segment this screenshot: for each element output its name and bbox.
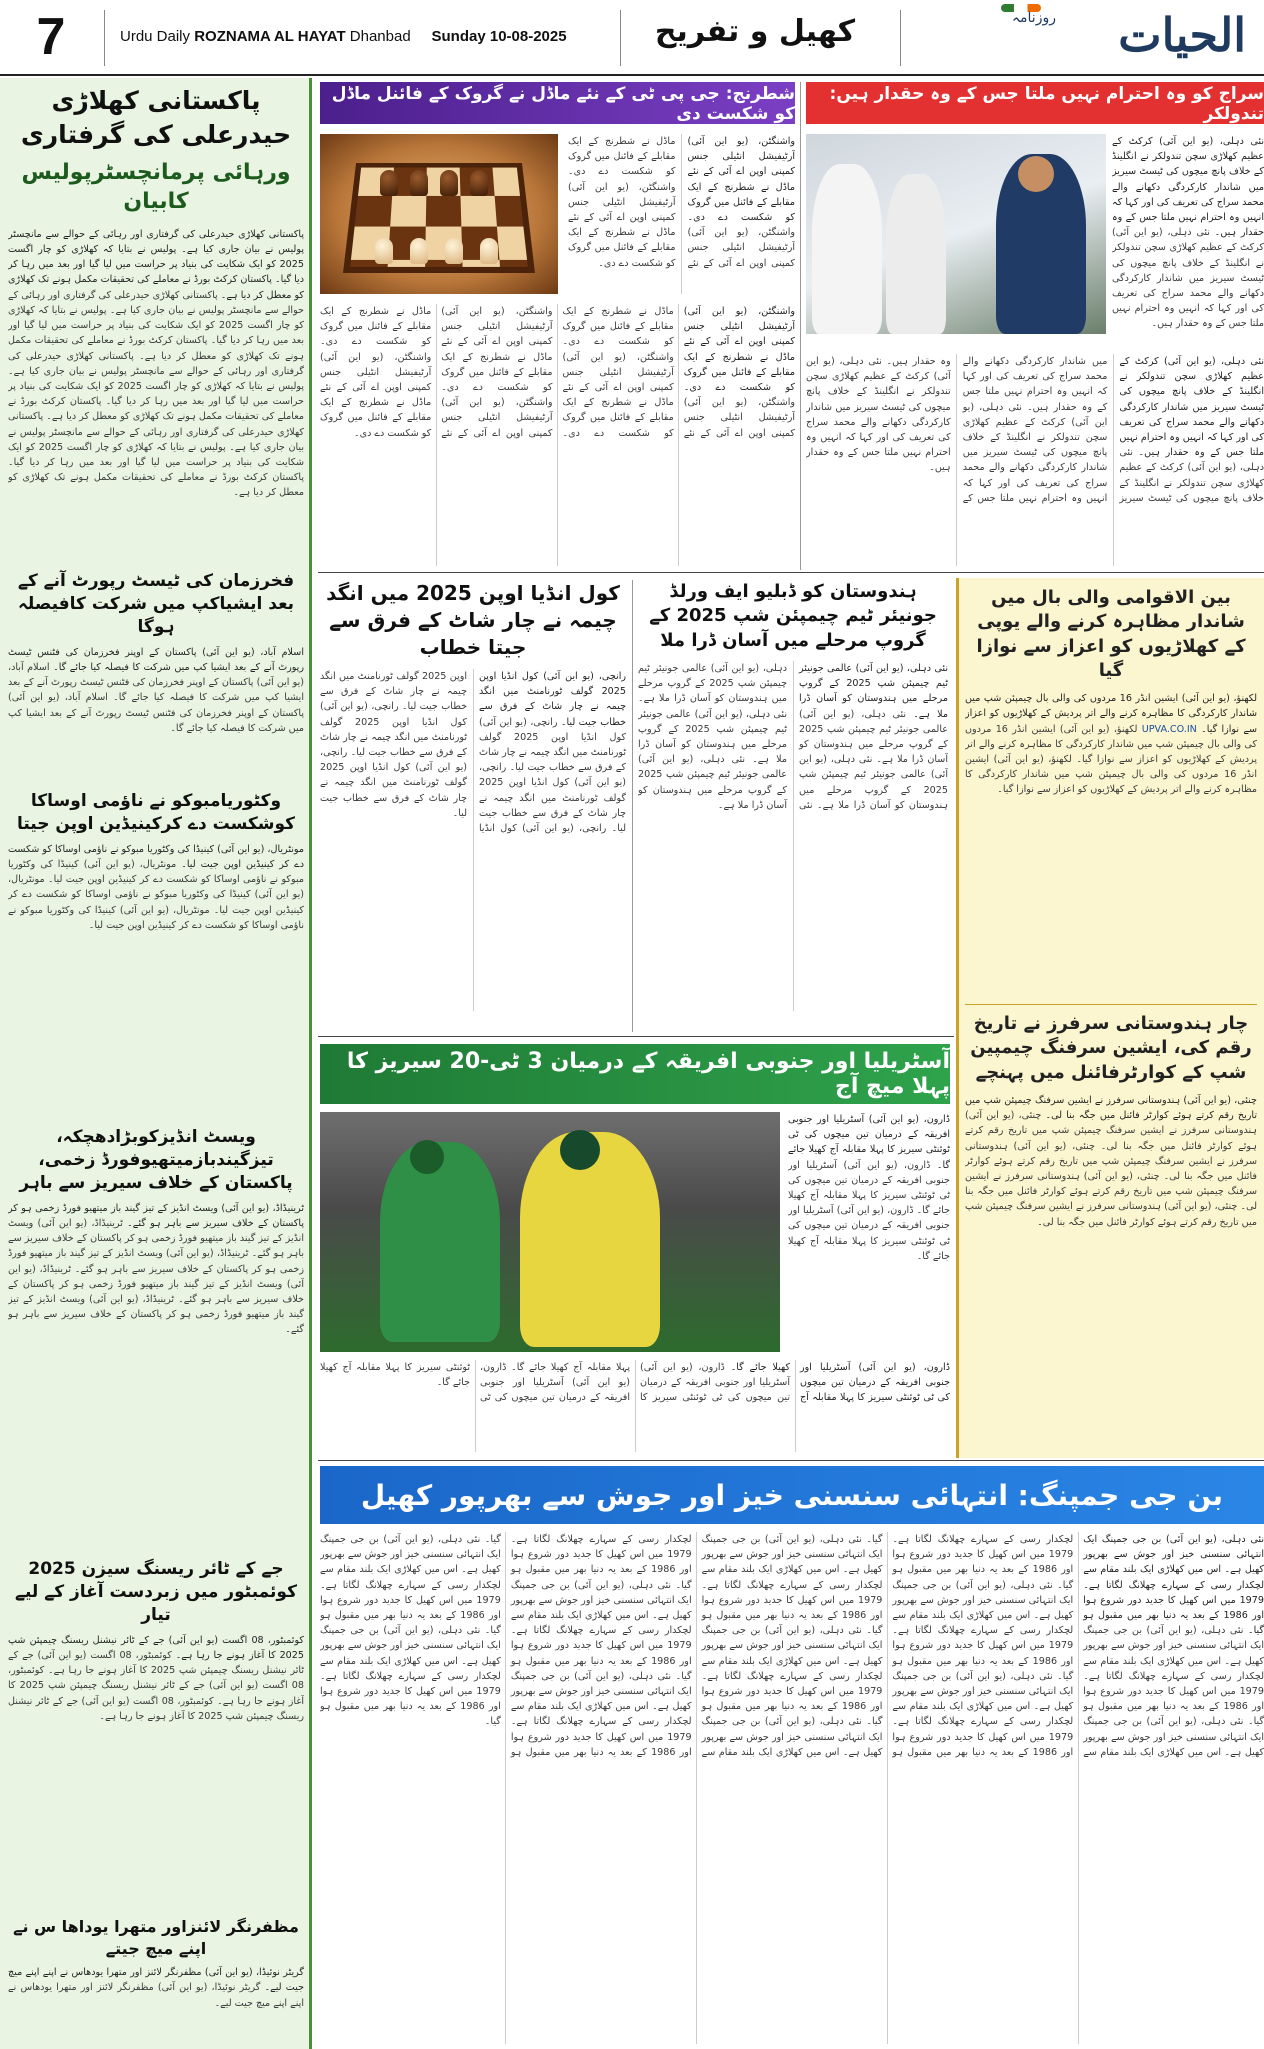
paper-name: ROZNAMA AL HAYAT xyxy=(194,28,346,45)
article-headline: مظفرنگر لائنزاور متھرا یوداھا س نے اپنے میچ جیتے xyxy=(13,1917,299,1958)
article-text: مونٹریال، (یو این آئی) کینیڈا کی وکٹوریا مبوکو نے ناؤمی اوساکا کو شکست دے کر کینیڈین اوپن جیت لیا۔ xyxy=(8,843,304,871)
article-text: ڈارون، (یو این آئی) آسٹریلیا اور جنوبی افریقہ کے درمیان تین میچوں کی ٹی ٹوئنٹی سیریز کا پہلا مقابلہ آج کھیلا جائے گا۔ xyxy=(788,1114,950,1171)
article-t20 xyxy=(320,1044,950,1454)
article-volleyball xyxy=(965,586,1257,931)
article-text-continued: نئی دہلی، (یو این آئی) بن جی جمپنگ ایک انتہائی سنسنی خیز اور جوش سے بھرپور کھیل ہے۔ اس میں کھلاڑی ایک بلند مقام سے لچکدار رسی کے سہارے چھلانگ لگاتا ہے۔ 1979 میں اس کھیل کا جدید دور شروع ہوا اور 1986 کے بعد یہ دنیا بھر میں مقبول ہو گیا۔ xyxy=(320,1625,501,1728)
article-text-continued: نئی دہلی، (یو این آئی) عالمی جونیئر ٹیم چیمپئن شپ 2025 کے گروپ مرحلے میں ہندوستان کو آسان ڈرا ملا ہے۔ xyxy=(799,708,948,766)
newspaper-logo xyxy=(986,6,1246,70)
article-text-continued: واشنگٹن، (یو این آئی) آرٹیفیشل انٹیلی جنس کمپنی اوپن اے آئی کے نئے ماڈل نے شطرنج کے ایک مقابلے کے فائنل میں گروک کو شکست دے دی۔ xyxy=(441,306,553,394)
article-text-continued: واشنگٹن، (یو این آئی) آرٹیفیشل انٹیلی جنس کمپنی اوپن اے آئی کے نئے ماڈل نے شطرنج کے ایک مقابلے کے فائنل میں گروک کو شکست دے دی۔ xyxy=(320,351,432,439)
article-text-continued: مونٹریال، (یو این آئی) کینیڈا کی وکٹوریا مبوکو نے ناؤمی اوساکا کو شکست دے کر کینیڈین اوپن جیت لیا۔ xyxy=(8,904,304,931)
article-surfing xyxy=(965,1012,1257,1423)
article-body xyxy=(8,1201,304,1521)
article-text-continued: نئی دہلی، (یو این آئی) بن جی جمپنگ ایک انتہائی سنسنی خیز اور جوش سے بھرپور کھیل ہے۔ اس میں کھلاڑی ایک بلند مقام سے لچکدار رسی کے سہارے چھلانگ لگاتا ہے۔ 1979 میں اس کھیل کا جدید دور شروع ہوا اور 1986 کے بعد یہ دنیا بھر میں مقبول ہو گیا۔ xyxy=(510,1534,883,1758)
article-text-continued: ٹرینیڈاڈ، (یو این آئی) ویسٹ انڈیز کے تیز گیند باز میتھیو فورڈ زخمی ہو کر پاکستان کے خلاف سیریز سے باہر ہو گئے۔ xyxy=(8,1248,304,1275)
article-text-continued: چنئی، (یو این آئی) ہندوستانی سرفرز نے ایشین سرفنگ چیمپئن شپ میں تاریخ رقم کرتے ہوئے کوارٹر فائنل میں جگہ بنا لی۔ xyxy=(965,1170,1257,1213)
article-text: واشنگٹن، (یو این آئی) آرٹیفیشل انٹیلی جنس کمپنی اوپن اے آئی کے نئے ماڈل نے شطرنج کے ایک مقابلے کے فائنل میں گروک کو شکست دے دی۔ xyxy=(683,306,795,394)
article-text-continued: گریٹر نوئیڈا، (یو این آئی) مظفرنگر لائنز اور متھرا یودھاس نے اپنے اپنے میچ جیت لیے۔ xyxy=(8,1982,304,2009)
article-headline: ویسٹ انڈیزکوبڑادھچکہ، تیزگیندبازمیتھیوفورڈ زخمی، پاکستان کے خلاف سیریز سے باہر xyxy=(19,1127,293,1193)
article-text-continued: پاکستانی کھلاڑی حیدرعلی کی گرفتاری اور رہائی کے حوالے سے مانچسٹر پولیس نے بیان جاری کیا ہے۔ پولیس نے بتایا کہ کھلاڑی کو چار اگست 2025 کو ایک شکایت کی بنیاد پر حراست میں لیا گیا اور بعد میں رہا کر دیا گیا۔ پاکستان کرکٹ بورڈ نے معاملے کی تحقیقات مکمل ہونے تک کھلاڑی کو معطل کر دیا ہے۔ xyxy=(8,411,304,499)
article-text-continued: نئی دہلی، (یو این آئی) بن جی جمپنگ ایک انتہائی سنسنی خیز اور جوش سے بھرپور کھیل ہے۔ اس میں کھلاڑی ایک بلند مقام سے لچکدار رسی کے سہارے چھلانگ لگاتا ہے۔ 1979 میں اس کھیل کا جدید دور شروع ہوا اور 1986 کے بعد یہ دنیا بھر میں مقبول ہو گیا۔ xyxy=(320,1534,501,1637)
article-text-continued: ڈارون، (یو این آئی) آسٹریلیا اور جنوبی افریقہ کے درمیان تین میچوں کی ٹی ٹوئنٹی سیریز کا پہلا مقابلہ آج کھیلا جائے گا۔ xyxy=(788,1205,950,1262)
row-divider xyxy=(318,572,1264,573)
article-text-continued: نئی دہلی، (یو این آئی) عالمی جونیئر ٹیم چیمپئن شپ 2025 کے گروپ مرحلے میں ہندوستان کو آسان ڈرا ملا ہے۔ xyxy=(638,708,787,766)
column-divider xyxy=(800,82,801,570)
article-text-continued: ڈارون، (یو این آئی) آسٹریلیا اور جنوبی افریقہ کے درمیان تین میچوں کی ٹی ٹوئنٹی سیریز کا پہلا مقابلہ آج کھیلا جائے گا۔ xyxy=(788,1159,950,1217)
article-body xyxy=(8,645,304,767)
chess-piece-icon xyxy=(480,238,498,264)
chess-board-image xyxy=(320,134,558,294)
article-text-continued: اسلام آباد، (یو این آئی) پاکستان کے اوپنر فخرزمان کی فٹنس ٹیسٹ رپورٹ آنے کے بعد ایشیا کپ میں شرکت کا فیصلہ کیا جائے گا۔ xyxy=(8,692,304,734)
article-text-continued: واشنگٹن، (یو این آئی) آرٹیفیشل انٹیلی جنس کمپنی اوپن اے آئی کے نئے ماڈل نے شطرنج کے ایک مقابلے کے فائنل میں گروک کو شکست دے دی۔ xyxy=(320,306,553,439)
masthead xyxy=(0,0,1264,76)
article-banner-headline: سراج کو وہ احترام نہیں ملتا جس کے وہ حقدار ہیں: تندولکر xyxy=(806,82,1264,124)
article-osaka xyxy=(8,790,304,1057)
logo-main-text: الحیات xyxy=(1118,8,1246,62)
article-headline: کول انڈیا اوپن 2025 میں انگد چیمہ نے چار شاٹ کے فرق سے جیتا خطاب xyxy=(326,581,620,659)
article-text-continued: نئی دہلی، (یو این آئی) بن جی جمپنگ ایک انتہائی سنسنی خیز اور جوش سے بھرپور کھیل ہے۔ اس میں کھلاڑی ایک بلند مقام سے لچکدار رسی کے سہارے چھلانگ لگاتا ہے۔ 1979 میں اس کھیل کا جدید دور شروع ہوا اور 1986 کے بعد یہ دنیا بھر میں مقبول ہو گیا۔ xyxy=(892,1579,1074,1682)
article-body xyxy=(965,691,1257,931)
article-text: نئی دہلی، (یو این آئی) کرکٹ کے عظیم کھلاڑی سچن تندولکر نے انگلینڈ کے خلاف پانچ میچوں کی ٹیسٹ سیریز میں شاندار کارکردگی دکھانے والے محمد سراج کی تعریف کی اور کہا کہ انہیں وہ احترام نہیں ملتا جس کے وہ حقدار ہیں۔ xyxy=(1112,136,1264,239)
article-text-continued: رانچی، (یو این آئی) کول انڈیا اوپن 2025 گولف ٹورنامنٹ میں انگد چیمہ نے چار شاٹ کے فرق سے خطاب جیت لیا۔ xyxy=(320,671,607,835)
article-body xyxy=(568,134,795,294)
article-body xyxy=(8,1633,304,1868)
masthead-divider xyxy=(104,10,105,66)
chess-piece-icon xyxy=(380,170,398,196)
player-figure-icon xyxy=(886,174,946,334)
article-west-indies xyxy=(8,1126,304,1521)
article-body xyxy=(638,661,948,1011)
article-text-continued: مونٹریال، (یو این آئی) کینیڈا کی وکٹوریا مبوکو نے ناؤمی اوساکا کو شکست دے کر کینیڈین اوپن جیت لیا۔ xyxy=(8,859,304,886)
article-text-continued: واشنگٹن، (یو این آئی) آرٹیفیشل انٹیلی جنس کمپنی اوپن اے آئی کے نئے ماڈل نے شطرنج کے ایک مقابلے کے فائنل میں گروک کو شکست دے دی۔ xyxy=(568,136,795,269)
article-text-continued: رانچی، (یو این آئی) کول انڈیا اوپن 2025 گولف ٹورنامنٹ میں انگد چیمہ نے چار شاٹ کے فرق سے خطاب جیت لیا۔ xyxy=(320,701,467,759)
article-body-continued xyxy=(320,304,795,566)
article-golf xyxy=(320,580,626,1032)
article-chess xyxy=(320,82,795,570)
article-text-continued: نئی دہلی، (یو این آئی) عالمی جونیئر ٹیم چیمپئن شپ 2025 کے گروپ مرحلے میں ہندوستان کو آسان ڈرا ملا ہے۔ xyxy=(638,662,813,811)
article-muzaffarnagar xyxy=(8,1916,304,2045)
article-text-continued: رانچی، (یو این آئی) کول انڈیا اوپن 2025 گولف ٹورنامنٹ میں انگد چیمہ نے چار شاٹ کے فرق سے خطاب جیت لیا۔ xyxy=(320,747,467,819)
article-arrest xyxy=(8,84,304,557)
article-body-continued xyxy=(806,354,1264,566)
chess-piece-icon xyxy=(440,170,458,196)
section-divider xyxy=(965,1004,1257,1005)
article-body xyxy=(788,1112,950,1352)
article-text-continued: نئی دہلی، (یو این آئی) بن جی جمپنگ ایک انتہائی سنسنی خیز اور جوش سے بھرپور کھیل ہے۔ اس میں کھلاڑی ایک بلند مقام سے لچکدار رسی کے سہارے چھلانگ لگاتا ہے۔ 1979 میں اس کھیل کا جدید دور شروع ہوا اور 1986 کے بعد یہ دنیا بھر میں مقبول ہو گیا۔ xyxy=(484,1534,692,1758)
paper-city: Dhanbad xyxy=(349,28,411,45)
article-text-continued: ٹرینیڈاڈ، (یو این آئی) ویسٹ انڈیز کے تیز گیند باز میتھیو فورڈ زخمی ہو کر پاکستان کے خلاف سیریز سے باہر ہو گئے۔ xyxy=(8,1218,304,1260)
article-banner-headline: بن جی جمپنگ: انتہائی سنسنی خیز اور جوش سے بھرپور کھیل xyxy=(320,1466,1264,1524)
article-text: نئی دہلی، (یو این آئی) عالمی جونیئر ٹیم چیمپئن شپ 2025 کے گروپ مرحلے میں ہندوستان کو آسان ڈرا ملا ہے۔ xyxy=(799,662,948,720)
masthead-info xyxy=(120,28,567,45)
article-text: کوئمبٹور، 08 اگست (یو این آئی) جے کے ٹائر نیشنل ریسنگ چیمپئن شپ 2025 کا آغاز ہونے جا رہا ہے۔ xyxy=(8,1634,304,1662)
article-text-continued: کوئمبٹور، 08 اگست (یو این آئی) جے کے ٹائر نیشنل ریسنگ چیمپئن شپ 2025 کا آغاز ہونے جا رہا ہے۔ xyxy=(8,1695,304,1722)
article-body xyxy=(965,1093,1257,1423)
article-text-continued: مونٹریال، (یو این آئی) کینیڈا کی وکٹوریا مبوکو نے ناؤمی اوساکا کو شکست دے کر کینیڈین اوپن جیت لیا۔ xyxy=(8,874,304,916)
article-text-continued: اسلام آباد، (یو این آئی) پاکستان کے اوپنر فخرزمان کی فٹنس ٹیسٹ رپورٹ آنے کے بعد ایشیا کپ میں شرکت کا فیصلہ کیا جائے گا۔ xyxy=(8,662,304,704)
helmet-icon xyxy=(410,1140,444,1174)
article-text-continued: نئی دہلی، (یو این آئی) کرکٹ کے عظیم کھلاڑی سچن تندولکر نے انگلینڈ کے خلاف پانچ میچوں کی ٹیسٹ سیریز میں شاندار کارکردگی دکھانے والے محمد سراج کی تعریف کی اور کہا کہ انہیں وہ احترام نہیں ملتا جس کے وہ حقدار ہیں۔ xyxy=(962,356,1264,504)
article-bungee xyxy=(320,1466,1264,2049)
issue-date: Sunday 10-08-2025 xyxy=(431,28,567,45)
article-text-continued: واشنگٹن، (یو این آئی) آرٹیفیشل انٹیلی جنس کمپنی اوپن اے آئی کے نئے ماڈل نے شطرنج کے ایک مقابلے کے فائنل میں گروک کو شکست دے دی۔ xyxy=(562,306,795,439)
article-text-continued: نئی دہلی، (یو این آئی) بن جی جمپنگ ایک انتہائی سنسنی خیز اور جوش سے بھرپور کھیل ہے۔ اس میں کھلاڑی ایک بلند مقام سے لچکدار رسی کے سہارے چھلانگ لگاتا ہے۔ 1979 میں اس کھیل کا جدید دور شروع ہوا اور 1986 کے بعد یہ دنیا بھر میں مقبول ہو گیا۔ xyxy=(510,1579,692,1682)
article-text-continued: نئی دہلی، (یو این آئی) عالمی جونیئر ٹیم چیمپئن شپ 2025 کے گروپ مرحلے میں ہندوستان کو آسان ڈرا ملا ہے۔ xyxy=(638,754,787,811)
player-figure-icon xyxy=(380,1142,500,1342)
article-text-continued: پاکستانی کھلاڑی حیدرعلی کی گرفتاری اور رہائی کے حوالے سے مانچسٹر پولیس نے بیان جاری کیا ہے۔ پولیس نے بتایا کہ کھلاڑی کو چار اگست 2025 کو ایک شکایت کی بنیاد پر حراست میں لیا گیا اور بعد میں رہا کر دیا گیا۔ پاکستان کرکٹ بورڈ نے معاملے کی تحقیقات مکمل ہونے تک کھلاڑی کو معطل کر دیا ہے۔ xyxy=(8,350,304,423)
article-banner-headline: شطرنج: جی پی ٹی کے نئے ماڈل نے گروک کے فائنل ماڈل کو شکست دی xyxy=(320,82,795,124)
article-text: ڈارون، (یو این آئی) آسٹریلیا اور جنوبی افریقہ کے درمیان تین میچوں کی ٹی ٹوئنٹی سیریز کا پہلا مقابلہ آج کھیلا جائے گا۔ xyxy=(730,1362,950,1404)
article-text: گریٹر نوئیڈا، (یو این آئی) مظفرنگر لائنز اور متھرا یودھاس نے اپنے اپنے میچ جیت لیے۔ xyxy=(8,1967,304,1994)
article-body xyxy=(8,842,304,1057)
chess-board-icon xyxy=(343,163,535,273)
masthead-divider xyxy=(900,10,901,66)
article-text-continued: نئی دہلی، (یو این آئی) عالمی جونیئر ٹیم چیمپئن شپ 2025 کے گروپ مرحلے میں ہندوستان کو آسان ڈرا ملا ہے۔ xyxy=(799,754,948,811)
article-text: چنئی، (یو این آئی) ہندوستانی سرفرز نے ایشین سرفنگ چیمپئن شپ میں تاریخ رقم کرتے ہوئے کوارٹر فائنل میں جگہ بنا لی۔ xyxy=(965,1094,1257,1122)
row-divider xyxy=(318,1460,1264,1461)
article-text-continued: ٹرینیڈاڈ، (یو این آئی) ویسٹ انڈیز کے تیز گیند باز میتھیو فورڈ زخمی ہو کر پاکستان کے خلاف سیریز سے باہر ہو گئے۔ xyxy=(8,1263,304,1306)
website-link[interactable]: UPVA.CO.IN xyxy=(1141,723,1197,735)
article-body xyxy=(8,227,304,557)
siraj-tendulkar-photo xyxy=(806,134,1106,334)
article-body-continued xyxy=(320,1360,950,1452)
article-text-continued: لکھنؤ، (یو این آئی) ایشین انڈر 16 مردوں کی والی بال چیمپئن شپ میں شاندار کارکردگی کا مظاہرہ کرنے والے اتر پردیش کے کھلاڑیوں کو اعزاز سے نوازا گیا۔ xyxy=(965,723,1257,765)
face-icon xyxy=(1018,156,1054,192)
article-banner-headline: آسٹریلیا اور جنوبی افریقہ کے درمیان 3 ٹی-20 سیریز کا پہلا میچ آج xyxy=(320,1044,950,1104)
page-number: 7 xyxy=(36,8,66,66)
article-asia-cup xyxy=(8,570,304,767)
article-text: ٹرینیڈاڈ، (یو این آئی) ویسٹ انڈیز کے تیز گیند باز میتھیو فورڈ زخمی ہو کر پاکستان کے خلاف سیریز سے باہر ہو گئے۔ xyxy=(8,1202,304,1230)
article-subheadline: ورہائی پرمانچسٹرپولیس کابیان xyxy=(21,159,291,215)
article-text-continued: نئی دہلی، (یو این آئی) کرکٹ کے عظیم کھلاڑی سچن تندولکر نے انگلینڈ کے خلاف پانچ میچوں کی ٹیسٹ سیریز میں شاندار کارکردگی دکھانے والے محمد سراج کی تعریف کی اور کہا کہ انہیں وہ احترام نہیں ملتا جس کے وہ حقدار ہیں۔ xyxy=(1112,227,1264,330)
article-wwf xyxy=(638,580,948,1032)
article-text-continued: نئی دہلی، (یو این آئی) بن جی جمپنگ ایک انتہائی سنسنی خیز اور جوش سے بھرپور کھیل ہے۔ اس میں کھلاڑی ایک بلند مقام سے لچکدار رسی کے سہارے چھلانگ لگاتا ہے۔ 1979 میں اس کھیل کا جدید دور شروع ہوا اور 1986 کے بعد یہ دنیا بھر میں مقبول ہو گیا۔ xyxy=(892,1534,1264,1758)
article-text: نئی دہلی، (یو این آئی) کرکٹ کے عظیم کھلاڑی سچن تندولکر نے انگلینڈ کے خلاف پانچ میچوں کی ٹیسٹ سیریز میں شاندار کارکردگی دکھانے والے محمد سراج کی تعریف کی اور کہا کہ انہیں وہ احترام نہیں ملتا جس کے وہ حقدار ہیں۔ xyxy=(1119,356,1264,459)
masthead-divider xyxy=(620,10,621,66)
row-divider xyxy=(318,1036,954,1037)
article-jk-tyre xyxy=(8,1558,304,1868)
article-text-continued: نئی دہلی، (یو این آئی) بن جی جمپنگ ایک انتہائی سنسنی خیز اور جوش سے بھرپور کھیل ہے۔ اس میں کھلاڑی ایک بلند مقام سے لچکدار رسی کے سہارے چھلانگ لگاتا ہے۔ 1979 میں اس کھیل کا جدید دور شروع ہوا اور 1986 کے بعد یہ دنیا بھر میں مقبول ہو گیا۔ xyxy=(1083,1625,1264,1728)
article-text-continued: رانچی، (یو این آئی) کول انڈیا اوپن 2025 گولف ٹورنامنٹ میں انگد چیمہ نے چار شاٹ کے فرق سے خطاب جیت لیا۔ xyxy=(479,716,626,774)
article-text-continued: واشنگٹن، (یو این آئی) آرٹیفیشل انٹیلی جنس کمپنی اوپن اے آئی کے نئے ماڈل نے شطرنج کے ایک مقابلے کے فائنل میں گروک کو شکست دے دی۔ xyxy=(568,181,676,269)
cricket-match-photo xyxy=(320,1112,780,1352)
article-text-continued: نئی دہلی، (یو این آئی) بن جی جمپنگ ایک انتہائی سنسنی خیز اور جوش سے بھرپور کھیل ہے۔ اس میں کھلاڑی ایک بلند مقام سے لچکدار رسی کے سہارے چھلانگ لگاتا ہے۔ 1979 میں اس کھیل کا جدید دور شروع ہوا اور 1986 کے بعد یہ دنیا بھر میں مقبول ہو گیا۔ xyxy=(701,1625,883,1728)
article-text-continued: رانچی، (یو این آئی) کول انڈیا اوپن 2025 گولف ٹورنامنٹ میں انگد چیمہ نے چار شاٹ کے فرق سے خطاب جیت لیا۔ xyxy=(479,762,626,835)
chess-piece-icon xyxy=(410,170,428,196)
article-text: نئی دہلی، (یو این آئی) بن جی جمپنگ ایک انتہائی سنسنی خیز اور جوش سے بھرپور کھیل ہے۔ اس میں کھلاڑی ایک بلند مقام سے لچکدار رسی کے سہارے چھلانگ لگاتا ہے۔ 1979 میں اس کھیل کا جدید دور شروع ہوا اور 1986 کے بعد یہ دنیا بھر میں مقبول ہو گیا۔ xyxy=(1083,1534,1264,1637)
article-text-continued: نئی دہلی، (یو این آئی) بن جی جمپنگ ایک انتہائی سنسنی خیز اور جوش سے بھرپور کھیل ہے۔ اس میں کھلاڑی ایک بلند مقام سے لچکدار رسی کے سہارے چھلانگ لگاتا ہے۔ 1979 میں اس کھیل کا جدید دور شروع ہوا اور 1986 کے بعد یہ دنیا بھر میں مقبول ہو گیا۔ xyxy=(866,1534,1074,1758)
article-text-continued: نئی دہلی، (یو این آئی) کرکٹ کے عظیم کھلاڑی سچن تندولکر نے انگلینڈ کے خلاف پانچ میچوں کی ٹیسٹ سیریز میں شاندار کارکردگی دکھانے والے محمد سراج کی تعریف کی اور کہا کہ انہیں وہ احترام نہیں ملتا جس کے وہ حقدار ہیں۔ xyxy=(806,356,951,474)
article-text-continued: نئی دہلی، (یو این آئی) کرکٹ کے عظیم کھلاڑی سچن تندولکر نے انگلینڈ کے خلاف پانچ میچوں کی ٹیسٹ سیریز میں شاندار کارکردگی دکھانے والے محمد سراج کی تعریف کی اور کہا کہ انہیں وہ احترام نہیں ملتا جس کے وہ حقدار ہیں۔ xyxy=(886,356,1108,504)
article-text-continued: پاکستانی کھلاڑی حیدرعلی کی گرفتاری اور رہائی کے حوالے سے مانچسٹر پولیس نے بیان جاری کیا ہے۔ پولیس نے بتایا کہ کھلاڑی کو چار اگست 2025 کو ایک شکایت کی بنیاد پر حراست میں لیا گیا اور بعد میں رہا کر دیا گیا۔ پاکستان کرکٹ بورڈ نے معاملے کی تحقیقات مکمل ہونے تک کھلاڑی کو معطل کر دیا ہے۔ xyxy=(8,289,304,362)
article-text-continued: ڈارون، (یو این آئی) آسٹریلیا اور جنوبی افریقہ کے درمیان تین میچوں کی ٹی ٹوئنٹی سیریز کا پہلا مقابلہ آج کھیلا جائے گا۔ xyxy=(511,1362,790,1404)
left-sidebar-column xyxy=(0,78,312,2049)
article-text-continued: چنئی، (یو این آئی) ہندوستانی سرفرز نے ایشین سرفنگ چیمپئن شپ میں تاریخ رقم کرتے ہوئے کوارٹر فائنل میں جگہ بنا لی۔ xyxy=(965,1140,1257,1182)
paper-prefix: Urdu Daily xyxy=(120,28,191,45)
article-siraj xyxy=(806,82,1264,570)
article-text: پاکستانی کھلاڑی حیدرعلی کی گرفتاری اور رہائی کے حوالے سے مانچسٹر پولیس نے بیان جاری کیا ہے۔ پولیس نے بتایا کہ کھلاڑی کو چار اگست 2025 کو ایک شکایت کی بنیاد پر حراست میں لیا گیا اور بعد میں رہا کر دیا گیا۔ پاکستان کرکٹ بورڈ نے معاملے کی تحقیقات مکمل ہونے تک کھلاڑی کو معطل کر دیا ہے۔ xyxy=(8,228,304,301)
column-divider xyxy=(632,580,633,1032)
article-text-continued: ٹرینیڈاڈ، (یو این آئی) ویسٹ انڈیز کے تیز گیند باز میتھیو فورڈ زخمی ہو کر پاکستان کے خلاف سیریز سے باہر ہو گئے۔ xyxy=(8,1294,304,1336)
article-headline: چار ہندوستانی سرفرز نے تاریخ رقم کی، ایشین سرفنگ چیمپین شپ کے کوارٹرفائنل میں پہنچے xyxy=(970,1013,1252,1083)
logo-small-text: روزنامہ xyxy=(1011,10,1056,26)
article-text-continued: چنئی، (یو این آئی) ہندوستانی سرفرز نے ایشین سرفنگ چیمپئن شپ میں تاریخ رقم کرتے ہوئے کوارٹر فائنل میں جگہ بنا لی۔ xyxy=(965,1201,1257,1228)
article-text-continued: لکھنؤ، (یو این آئی) ایشین انڈر 16 مردوں کی والی بال چیمپئن شپ میں شاندار کارکردگی کا مظاہرہ کرنے والے اتر پردیش کے کھلاڑیوں کو اعزاز سے نوازا گیا۔ xyxy=(965,754,1257,796)
article-text-continued: نئی دہلی، (یو این آئی) بن جی جمپنگ ایک انتہائی سنسنی خیز اور جوش سے بھرپور کھیل ہے۔ اس میں کھلاڑی ایک بلند مقام سے لچکدار رسی کے سہارے چھلانگ لگاتا ہے۔ 1979 میں اس کھیل کا جدید دور شروع ہوا اور 1986 کے بعد یہ دنیا بھر میں مقبول ہو گیا۔ xyxy=(701,1534,883,1637)
article-text-continued: چنئی، (یو این آئی) ہندوستانی سرفرز نے ایشین سرفنگ چیمپئن شپ میں تاریخ رقم کرتے ہوئے کوارٹر فائنل میں جگہ بنا لی۔ xyxy=(965,1110,1257,1152)
article-body xyxy=(1112,134,1264,344)
chess-piece-icon xyxy=(445,238,463,264)
article-headline: فخرزمان کی ٹیسٹ رپورٹ آنے کے بعد ایشیاکپ میں شرکت کافیصلہ ہوگا xyxy=(17,571,295,637)
article-body xyxy=(8,1965,304,2045)
chess-piece-icon xyxy=(410,238,428,264)
article-headline: جے کے ٹائر ریسنگ سیزن 2025 کوئمبٹور میں زبردست آغاز کے لیے تیار xyxy=(15,1559,297,1625)
right-feature-box xyxy=(956,578,1264,1458)
article-headline: بین الاقوامی والی بال میں شاندار مظاہرہ کرنے والے یوپی کے کھلاڑیوں کو اعزاز سے نوازا گیا xyxy=(976,587,1246,681)
player-figure-icon xyxy=(812,164,882,334)
article-text: واشنگٹن، (یو این آئی) آرٹیفیشل انٹیلی جنس کمپنی اوپن اے آئی کے نئے ماڈل نے شطرنج کے ایک مقابلے کے فائنل میں گروک کو شکست دے دی۔ xyxy=(687,136,795,224)
article-text-continued: واشنگٹن، (یو این آئی) آرٹیفیشل انٹیلی جنس کمپنی اوپن اے آئی کے نئے ماڈل نے شطرنج کے ایک مقابلے کے فائنل میں گروک کو شکست دے دی۔ xyxy=(562,351,674,439)
article-headline: پاکستانی کھلاڑی حیدرعلی کی گرفتاری xyxy=(20,86,292,149)
article-text: لکھنؤ، (یو این آئی) ایشین انڈر 16 مردوں کی والی بال چیمپئن شپ میں شاندار کارکردگی کا مظاہرہ کرنے والے اتر پردیش کے کھلاڑیوں کو اعزاز سے نوازا گیا۔ xyxy=(965,693,1257,735)
helmet-icon xyxy=(560,1130,600,1170)
article-headline: ہندوستان کو ڈبلیو ایف ورلڈ جونیئر ٹیم چیمپئن شپ 2025 کے گروپ مرحلے میں آسان ڈرا ملا xyxy=(649,581,937,651)
section-name: کھیل و تفریح xyxy=(654,14,856,49)
article-headline: وکٹوریامبوکو نے ناؤمی اوساکا کوشکست دے کرکینیڈین اوپن جیتا xyxy=(16,791,296,834)
article-body xyxy=(320,1532,1264,2044)
chess-piece-icon xyxy=(470,170,488,196)
chess-piece-icon xyxy=(375,238,393,264)
article-text: اسلام آباد، (یو این آئی) پاکستان کے اوپنر فخرزمان کی فٹنس ٹیسٹ رپورٹ آنے کے بعد ایشیا کپ میں شرکت کا فیصلہ کیا جائے گا۔ xyxy=(8,646,304,674)
article-text-continued: ڈارون، (یو این آئی) آسٹریلیا اور جنوبی افریقہ کے درمیان تین میچوں کی ٹی ٹوئنٹی سیریز کا پہلا مقابلہ آج کھیلا جائے گا۔ xyxy=(320,1362,630,1404)
article-text-continued: کوئمبٹور، 08 اگست (یو این آئی) جے کے ٹائر نیشنل ریسنگ چیمپئن شپ 2025 کا آغاز ہونے جا رہا ہے۔ xyxy=(8,1665,304,1707)
article-text: رانچی، (یو این آئی) کول انڈیا اوپن 2025 گولف ٹورنامنٹ میں انگد چیمہ نے چار شاٹ کے فرق سے خطاب جیت لیا۔ xyxy=(479,671,626,728)
article-text-continued: کوئمبٹور، 08 اگست (یو این آئی) جے کے ٹائر نیشنل ریسنگ چیمپئن شپ 2025 کا آغاز ہونے جا رہا ہے۔ xyxy=(8,1650,304,1677)
article-body xyxy=(320,669,626,1011)
